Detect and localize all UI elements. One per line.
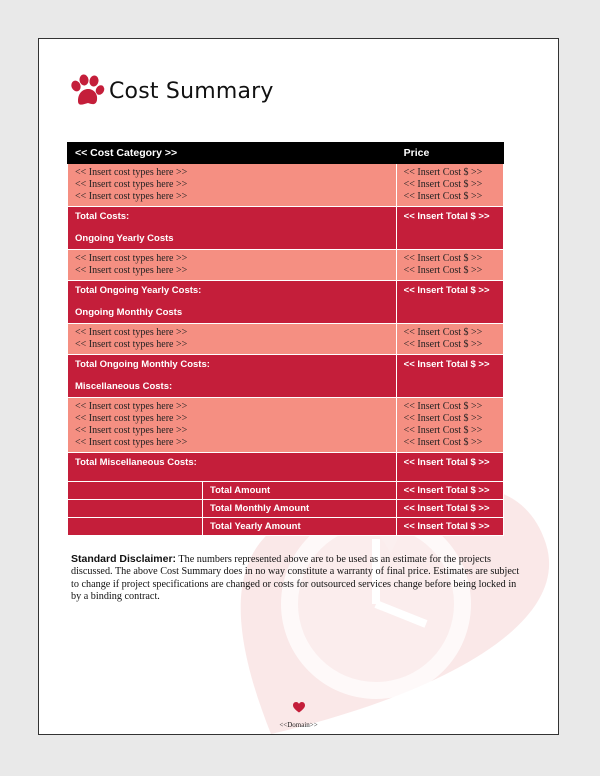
cost-price-cell: << Insert Cost $ >> — [403, 253, 483, 264]
page-footer — [39, 702, 558, 732]
cost-price-cell: << Insert Cost $ >> — [403, 265, 483, 276]
cost-type-cell: << Insert cost types here >> — [75, 179, 188, 190]
cost-type-cell: << Insert cost types here >> — [75, 327, 188, 338]
heart-icon — [293, 702, 305, 713]
disclaimer-heading: Standard Disclaimer: — [71, 553, 177, 565]
cost-type-cell: << Insert cost types here >> — [75, 265, 188, 276]
total-costs-label: Total Costs: — [75, 211, 130, 222]
misc-items-row — [68, 398, 504, 453]
cost-price-cell: << Insert Cost $ >> — [403, 413, 483, 424]
summary-price: << Insert Total $ >> — [396, 518, 503, 536]
total-yearly-label: Total Ongoing Yearly Costs: — [75, 285, 202, 296]
cost-type-cell: << Insert cost types here >> — [75, 413, 188, 424]
total-monthly-row — [68, 355, 504, 398]
section-heading-monthly: Ongoing Monthly Costs — [75, 307, 183, 318]
cost-type-cell: << Insert cost types here >> — [75, 437, 188, 448]
summary-row-total-amount — [68, 482, 504, 500]
cost-type-cell: << Insert cost types here >> — [75, 167, 188, 178]
cost-price-cell: << Insert Cost $ >> — [403, 167, 483, 178]
summary-price: << Insert Total $ >> — [396, 500, 503, 518]
total-costs-row — [68, 207, 504, 250]
monthly-items-row — [68, 324, 504, 355]
summary-label: Total Amount — [203, 482, 397, 500]
document-page — [38, 38, 559, 735]
one-time-items-row — [68, 164, 504, 207]
cost-price-cell: << Insert Cost $ >> — [403, 327, 483, 338]
total-misc-label: Total Miscellaneous Costs: — [75, 457, 197, 468]
document-header — [69, 71, 274, 111]
standard-disclaimer — [71, 553, 526, 604]
cost-price-cell: << Insert Cost $ >> — [403, 401, 483, 412]
cost-type-cell: << Insert cost types here >> — [75, 401, 188, 412]
summary-row-yearly-amount — [68, 518, 504, 536]
total-monthly-label: Total Ongoing Monthly Costs: — [75, 359, 210, 370]
yearly-items-row — [68, 250, 504, 281]
footer-domain: <<Domain>> — [279, 721, 318, 729]
cost-price-cell: << Insert Cost $ >> — [403, 179, 483, 190]
total-monthly-price: << Insert Total $ >> — [403, 359, 490, 370]
table-header-row — [68, 143, 504, 164]
total-yearly-price: << Insert Total $ >> — [403, 285, 490, 296]
cost-category-header: << Cost Category >> — [68, 143, 397, 164]
total-misc-row — [68, 453, 504, 482]
paw-print-icon — [69, 74, 105, 108]
page-title: Cost Summary — [109, 78, 274, 104]
summary-row-monthly-amount — [68, 500, 504, 518]
cost-price-cell: << Insert Cost $ >> — [403, 425, 483, 436]
cost-price-cell: << Insert Cost $ >> — [403, 191, 483, 202]
cost-type-cell: << Insert cost types here >> — [75, 339, 188, 350]
summary-label: Total Yearly Amount — [203, 518, 397, 536]
cost-price-cell: << Insert Cost $ >> — [403, 339, 483, 350]
summary-price: << Insert Total $ >> — [396, 482, 503, 500]
total-costs-price: << Insert Total $ >> — [403, 211, 490, 222]
total-yearly-row — [68, 281, 504, 324]
cost-type-cell: << Insert cost types here >> — [75, 191, 188, 202]
summary-label: Total Monthly Amount — [203, 500, 397, 518]
section-heading-yearly: Ongoing Yearly Costs — [75, 233, 174, 244]
cost-type-cell: << Insert cost types here >> — [75, 253, 188, 264]
cost-price-cell: << Insert Cost $ >> — [403, 437, 483, 448]
cost-type-cell: << Insert cost types here >> — [75, 425, 188, 436]
cost-summary-table — [67, 142, 504, 536]
disclaimer-text: The numbers represented above are to be used as an estimate for the projects discussed. The above Cost Summary does in no way constitute a warranty of final price. Estimates are subject to change if project specifications are changed or costs for outsourced services change before being locked in by a binding contract. — [71, 554, 520, 603]
section-heading-misc: Miscellaneous Costs: — [75, 381, 173, 392]
price-header: Price — [396, 143, 503, 164]
total-misc-price: << Insert Total $ >> — [403, 457, 490, 468]
